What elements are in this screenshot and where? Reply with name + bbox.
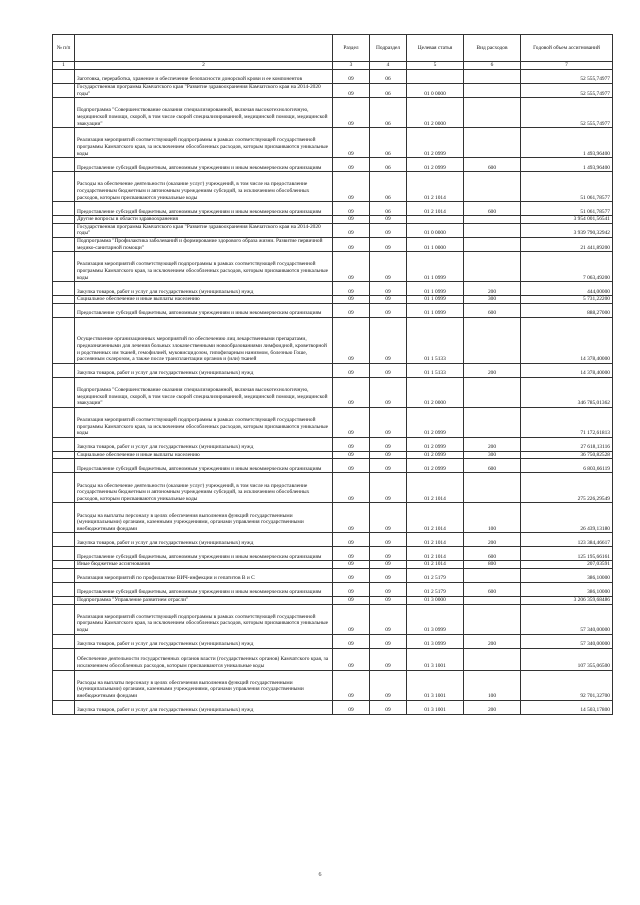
col-number: 5 <box>407 62 464 70</box>
header-podrazdel: Подраздел <box>370 35 407 62</box>
table-row <box>53 202 613 216</box>
row-number-cell <box>53 596 75 604</box>
expense-type-cell <box>464 172 521 202</box>
expense-type-cell: 600 <box>464 202 521 216</box>
razdel-cell: 09 <box>333 700 370 714</box>
row-number-cell <box>53 172 75 202</box>
podrazdel-cell: 06 <box>370 98 407 128</box>
razdel-cell: 09 <box>333 533 370 547</box>
target-article-cell: 01 2 5179 <box>407 582 464 596</box>
podrazdel-cell: 09 <box>370 568 407 582</box>
name-cell: Предоставление субсидий бюджетным, автономным учреждениям и иным некоммерческим организациям <box>75 547 333 561</box>
col-number: 2 <box>75 62 333 70</box>
podrazdel-cell: 09 <box>370 451 407 459</box>
table-row <box>53 547 613 561</box>
target-article-cell: 01 2 0999 <box>407 158 464 172</box>
target-article-cell: 01 2 0000 <box>407 98 464 128</box>
name-cell: Реализация мероприятий соответствующей подпрограммы в рамках соответствующей государственной программы Камчатского края, за исключением обособленных расходов, которым присваиваются уникальные коды <box>75 128 333 158</box>
podrazdel-cell: 09 <box>370 596 407 604</box>
razdel-cell: 09 <box>333 459 370 473</box>
razdel-cell: 09 <box>333 158 370 172</box>
amount-cell: 52 555,74977 <box>521 98 613 128</box>
podrazdel-cell: 09 <box>370 582 407 596</box>
amount-cell: 27 618,13116 <box>521 437 613 451</box>
row-number-cell <box>53 700 75 714</box>
podrazdel-cell: 09 <box>370 437 407 451</box>
expense-type-cell: 600 <box>464 158 521 172</box>
podrazdel-cell: 09 <box>370 303 407 317</box>
name-cell: Реализация мероприятий по профилактике ВИЧ-инфекции и гепатитов В и С <box>75 568 333 582</box>
target-article-cell: 01 2 1014 <box>407 473 464 503</box>
col-number: 6 <box>464 62 521 70</box>
amount-cell: 107 355,06500 <box>521 648 613 670</box>
table-row <box>53 282 613 296</box>
target-article-cell: 01 2 0999 <box>407 437 464 451</box>
target-article-cell: 01 2 1014 <box>407 561 464 569</box>
target-article-cell: 01 2 0000 <box>407 377 464 407</box>
expense-type-cell <box>464 596 521 604</box>
table-row <box>53 582 613 596</box>
name-cell: Заготовка, переработка, хранение и обеспечение безопасности донорской крови и ее компонентов <box>75 70 333 84</box>
expense-type-cell: 100 <box>464 503 521 533</box>
name-cell: Закупка товаров, работ и услуг для государственных (муниципальных) нужд <box>75 533 333 547</box>
amount-cell: 71 172,61813 <box>521 407 613 437</box>
table-row <box>53 377 613 407</box>
col-number: 4 <box>370 62 407 70</box>
row-number-cell <box>53 84 75 98</box>
name-cell: Закупка товаров, работ и услуг для государственных (муниципальных) нужд <box>75 700 333 714</box>
row-number-cell <box>53 451 75 459</box>
table-row <box>53 634 613 648</box>
name-cell: Закупка товаров, работ и услуг для государственных (муниципальных) нужд <box>75 437 333 451</box>
target-article-cell: 01 1 0999 <box>407 303 464 317</box>
table-row <box>53 670 613 700</box>
razdel-cell: 09 <box>333 98 370 128</box>
podrazdel-cell: 09 <box>370 459 407 473</box>
table-row <box>53 604 613 634</box>
razdel-cell: 09 <box>333 547 370 561</box>
target-article-cell: 01 2 1014 <box>407 547 464 561</box>
expense-type-cell <box>464 223 521 237</box>
amount-cell: 36 750,82528 <box>521 451 613 459</box>
table-row <box>53 158 613 172</box>
name-cell: Подпрограмма "Профилактика заболеваний и формирование здорового образа жизни. Развитие первичной медико-санитарной помощи" <box>75 237 333 251</box>
razdel-cell: 09 <box>333 451 370 459</box>
name-cell: Закупка товаров, работ и услуг для государственных (муниципальных) нужд <box>75 634 333 648</box>
table-row <box>53 451 613 459</box>
expense-type-cell: 300 <box>464 296 521 304</box>
target-article-cell: 01 2 0999 <box>407 128 464 158</box>
target-article-cell: 01 1 5133 <box>407 363 464 377</box>
table-row <box>53 568 613 582</box>
razdel-cell: 09 <box>333 582 370 596</box>
row-number-cell <box>53 503 75 533</box>
target-article-cell: 01 2 1014 <box>407 202 464 216</box>
row-number-cell <box>53 98 75 128</box>
amount-cell: 57 340,00000 <box>521 604 613 634</box>
expense-type-cell: 200 <box>464 437 521 451</box>
table-row <box>53 172 613 202</box>
target-article-cell: 01 3 0000 <box>407 596 464 604</box>
col-number: 3 <box>333 62 370 70</box>
expense-type-cell <box>464 648 521 670</box>
name-cell: Обеспечение деятельности государственных органов власти (государственных органов) Камчатского края, за исключением обособленных расходов, которым присваиваются уникальные коды <box>75 648 333 670</box>
expense-type-cell <box>464 128 521 158</box>
target-article-cell: 01 1 5133 <box>407 317 464 363</box>
header-num: № п/п <box>53 35 75 62</box>
amount-cell: 6 803,66119 <box>521 459 613 473</box>
row-number-cell <box>53 237 75 251</box>
target-article-cell <box>407 216 464 224</box>
razdel-cell: 09 <box>333 503 370 533</box>
name-cell: Закупка товаров, работ и услуг для государственных (муниципальных) нужд <box>75 282 333 296</box>
amount-cell: 14 378,40000 <box>521 363 613 377</box>
podrazdel-cell: 09 <box>370 296 407 304</box>
expense-type-cell <box>464 252 521 282</box>
amount-cell: 3 954 001,56541 <box>521 216 613 224</box>
expense-type-cell <box>464 407 521 437</box>
razdel-cell: 09 <box>333 604 370 634</box>
name-cell: Подпрограмма "Совершенствование оказания специализированной, включая высокотехнологичную, медицинской помощи, скорой, в том числе скорой специализированной, медицинской помощи, медицинской эвакуации" <box>75 98 333 128</box>
target-article-cell: 01 3 0999 <box>407 634 464 648</box>
amount-cell: 51 061,78577 <box>521 202 613 216</box>
name-cell: Расходы на обеспечение деятельности (оказание услуг) учреждений, в том числе на предоставление государственным бюджетным и автономным учреждениям субсидий, за исключением обособленных расходов, которым присваиваются уникальные коды <box>75 172 333 202</box>
table-row <box>53 98 613 128</box>
row-number-cell <box>53 582 75 596</box>
expense-type-cell: 600 <box>464 582 521 596</box>
row-number-cell <box>53 533 75 547</box>
expense-type-cell: 800 <box>464 561 521 569</box>
name-cell: Расходы на обеспечение деятельности (оказание услуг) учреждений, в том числе на предоставление государственным бюджетным и автономным учреждениям субсидий, за исключением обособленных расходов, которым присваиваются уникальные коды <box>75 473 333 503</box>
razdel-cell: 09 <box>333 70 370 84</box>
name-cell: Предоставление субсидий бюджетным, автономным учреждениям и иным некоммерческим организациям <box>75 582 333 596</box>
amount-cell: 125 195,66161 <box>521 547 613 561</box>
expense-type-cell: 600 <box>464 459 521 473</box>
row-number-cell <box>53 296 75 304</box>
target-article-cell: 01 2 0999 <box>407 451 464 459</box>
podrazdel-cell: 09 <box>370 670 407 700</box>
expense-type-cell: 600 <box>464 303 521 317</box>
row-number-cell <box>53 561 75 569</box>
header-target-article: Целевая статья <box>407 35 464 62</box>
podrazdel-cell: 09 <box>370 216 407 224</box>
target-article-cell: 01 2 5179 <box>407 568 464 582</box>
name-cell: Расходы на выплаты персоналу в целях обеспечения выполнения функций государственными (муниципальными) органами, казенными учреждениями, органами управления государственными внебюджетными фондами <box>75 670 333 700</box>
table-row <box>53 237 613 251</box>
table-row <box>53 296 613 304</box>
expense-type-cell <box>464 98 521 128</box>
row-number-cell <box>53 70 75 84</box>
name-cell: Государственная программа Камчатского края "Развитие здравоохранения Камчатского края на 2014-2020 годы" <box>75 84 333 98</box>
row-number-cell <box>53 252 75 282</box>
razdel-cell: 09 <box>333 377 370 407</box>
name-cell: Социальное обеспечение и иные выплаты населению <box>75 296 333 304</box>
table-row <box>53 223 613 237</box>
amount-cell: 346 785,01362 <box>521 377 613 407</box>
expense-type-cell <box>464 237 521 251</box>
expense-type-cell <box>464 84 521 98</box>
expense-type-cell: 200 <box>464 363 521 377</box>
header-razdel: Раздел <box>333 35 370 62</box>
target-article-cell: 01 1 0999 <box>407 282 464 296</box>
row-number-cell <box>53 158 75 172</box>
row-number-cell <box>53 634 75 648</box>
podrazdel-cell: 06 <box>370 202 407 216</box>
name-cell: Социальное обеспечение и иные выплаты населению <box>75 451 333 459</box>
expense-type-cell: 200 <box>464 700 521 714</box>
target-article-cell: 01 1 0000 <box>407 237 464 251</box>
budget-table <box>52 34 613 715</box>
razdel-cell: 09 <box>333 670 370 700</box>
expense-type-cell <box>464 377 521 407</box>
amount-cell: 57 340,00000 <box>521 634 613 648</box>
name-cell: Другие вопросы в области здравоохранения <box>75 216 333 224</box>
col-number: 7 <box>521 62 613 70</box>
razdel-cell: 09 <box>333 172 370 202</box>
page-number: 6 <box>318 872 322 878</box>
amount-cell: 51 061,78577 <box>521 172 613 202</box>
name-cell: Реализация мероприятий соответствующей подпрограммы в рамках соответствующей государственной программы Камчатского края, за исключением обособленных расходов, которым присваиваются уникальные коды <box>75 407 333 437</box>
razdel-cell: 09 <box>333 237 370 251</box>
table-row <box>53 503 613 533</box>
podrazdel-cell: 06 <box>370 84 407 98</box>
razdel-cell: 09 <box>333 473 370 503</box>
target-article-cell <box>407 70 464 84</box>
podrazdel-cell: 09 <box>370 604 407 634</box>
razdel-cell: 09 <box>333 437 370 451</box>
razdel-cell: 09 <box>333 303 370 317</box>
razdel-cell: 09 <box>333 648 370 670</box>
table-row <box>53 216 613 224</box>
razdel-cell: 09 <box>333 223 370 237</box>
table-row <box>53 473 613 503</box>
target-article-cell: 01 2 0999 <box>407 407 464 437</box>
razdel-cell: 09 <box>333 317 370 363</box>
table-body <box>53 70 613 715</box>
row-number-cell <box>53 377 75 407</box>
table-row <box>53 317 613 363</box>
name-cell: Реализация мероприятий соответствующей подпрограммы в рамках соответствующей государственной программы Камчатского края, за исключением обособленных расходов, которым присваиваются уникальные коды <box>75 252 333 282</box>
row-number-cell <box>53 317 75 363</box>
amount-cell: 275 226,29549 <box>521 473 613 503</box>
expense-type-cell <box>464 216 521 224</box>
target-article-cell: 01 2 1014 <box>407 172 464 202</box>
row-number-cell <box>53 648 75 670</box>
razdel-cell: 09 <box>333 296 370 304</box>
name-cell: Государственная программа Камчатского края "Развитие здравоохранения Камчатского края на 2014-2020 годы" <box>75 223 333 237</box>
amount-cell: 52 555,74977 <box>521 84 613 98</box>
amount-cell: 123 384,46617 <box>521 533 613 547</box>
expense-type-cell: 300 <box>464 451 521 459</box>
target-article-cell: 01 0 0000 <box>407 223 464 237</box>
table-row <box>53 437 613 451</box>
podrazdel-cell: 06 <box>370 158 407 172</box>
podrazdel-cell: 09 <box>370 473 407 503</box>
podrazdel-cell: 06 <box>370 70 407 84</box>
row-number-cell <box>53 670 75 700</box>
table-row <box>53 596 613 604</box>
expense-type-cell: 200 <box>464 533 521 547</box>
name-cell: Предоставление субсидий бюджетным, автономным учреждениям и иным некоммерческим организациям <box>75 303 333 317</box>
table-row <box>53 363 613 377</box>
table-row <box>53 84 613 98</box>
amount-cell: 386,10000 <box>521 568 613 582</box>
amount-cell: 7 063,49200 <box>521 252 613 282</box>
target-article-cell: 01 0 0000 <box>407 84 464 98</box>
amount-cell: 14 503,17800 <box>521 700 613 714</box>
expense-type-cell <box>464 568 521 582</box>
table-row <box>53 70 613 84</box>
amount-cell: 3 939 790,32942 <box>521 223 613 237</box>
name-cell: Осуществление организационных мероприятий по обеспечению лиц лекарственными препаратами, предназначенными для лечения больных злокачественными новообразованиями лимфоидной, кроветворной и родственных им тканей, гемофилией, муковисцидозом, гипофизарным нанизмом, болезнью Гоше, рассеянным склерозом, а также после трансплантации органов и (или) тканей <box>75 317 333 363</box>
amount-cell: 888,27000 <box>521 303 613 317</box>
col-number: 1 <box>53 62 75 70</box>
row-number-cell <box>53 407 75 437</box>
podrazdel-cell: 09 <box>370 317 407 363</box>
podrazdel-cell: 06 <box>370 128 407 158</box>
name-cell: Расходы на выплаты персоналу в целях обеспечения выполнения функций государственными (муниципальными) органами, казенными учреждениями, органами управления государственными внебюджетными фондами <box>75 503 333 533</box>
expense-type-cell <box>464 604 521 634</box>
amount-cell: 1 493,96400 <box>521 128 613 158</box>
expense-type-cell: 200 <box>464 282 521 296</box>
podrazdel-cell: 09 <box>370 252 407 282</box>
row-number-cell <box>53 437 75 451</box>
podrazdel-cell: 09 <box>370 533 407 547</box>
expense-type-cell <box>464 317 521 363</box>
amount-cell: 21 441,89200 <box>521 237 613 251</box>
header-row <box>53 35 613 62</box>
row-number-cell <box>53 473 75 503</box>
target-article-cell: 01 1 0999 <box>407 296 464 304</box>
razdel-cell: 09 <box>333 596 370 604</box>
amount-cell: 386,10000 <box>521 582 613 596</box>
table-row <box>53 700 613 714</box>
podrazdel-cell: 09 <box>370 363 407 377</box>
expense-type-cell <box>464 473 521 503</box>
razdel-cell: 09 <box>333 216 370 224</box>
razdel-cell: 09 <box>333 363 370 377</box>
table-row <box>53 561 613 569</box>
podrazdel-cell: 09 <box>370 377 407 407</box>
row-number-cell <box>53 202 75 216</box>
row-number-cell <box>53 547 75 561</box>
amount-cell: 26 439,13180 <box>521 503 613 533</box>
expense-type-cell: 100 <box>464 670 521 700</box>
name-cell: Предоставление субсидий бюджетным, автономным учреждениям и иным некоммерческим организациям <box>75 158 333 172</box>
name-cell: Иные бюджетные ассигнования <box>75 561 333 569</box>
name-cell: Подпрограмма "Совершенствование оказания специализированной, включая высокотехнологичную, медицинской помощи, скорой, в том числе скорой специализированной, медицинской помощи, медицинской эвакуации" <box>75 377 333 407</box>
podrazdel-cell: 09 <box>370 503 407 533</box>
table-row <box>53 648 613 670</box>
podrazdel-cell: 09 <box>370 634 407 648</box>
razdel-cell: 09 <box>333 128 370 158</box>
expense-type-cell: 200 <box>464 634 521 648</box>
razdel-cell: 09 <box>333 282 370 296</box>
target-article-cell: 01 3 1001 <box>407 670 464 700</box>
expense-type-cell <box>464 70 521 84</box>
razdel-cell: 09 <box>333 202 370 216</box>
name-cell: Закупка товаров, работ и услуг для государственных (муниципальных) нужд <box>75 363 333 377</box>
target-article-cell: 01 3 1001 <box>407 648 464 670</box>
header-expense-type: Вид расходов <box>464 35 521 62</box>
row-number-cell <box>53 303 75 317</box>
podrazdel-cell: 09 <box>370 407 407 437</box>
podrazdel-cell: 09 <box>370 223 407 237</box>
razdel-cell: 09 <box>333 561 370 569</box>
expense-type-cell: 600 <box>464 547 521 561</box>
header-name <box>75 35 333 62</box>
name-cell: Предоставление субсидий бюджетным, автономным учреждениям и иным некоммерческим организациям <box>75 202 333 216</box>
podrazdel-cell: 09 <box>370 648 407 670</box>
row-number-cell <box>53 459 75 473</box>
amount-cell: 444,00000 <box>521 282 613 296</box>
podrazdel-cell: 09 <box>370 237 407 251</box>
name-cell: Реализация мероприятий соответствующей подпрограммы в рамках соответствующей государственной программы Камчатского края, за исключением обособленных расходов, которым присваиваются уникальные коды <box>75 604 333 634</box>
row-number-cell <box>53 282 75 296</box>
amount-cell: 1 493,96400 <box>521 158 613 172</box>
razdel-cell: 09 <box>333 407 370 437</box>
table-row <box>53 407 613 437</box>
table-row <box>53 128 613 158</box>
amount-cell: 14 378,40000 <box>521 317 613 363</box>
name-cell: Предоставление субсидий бюджетным, автономным учреждениям и иным некоммерческим организациям <box>75 459 333 473</box>
amount-cell: 3 206 359,68486 <box>521 596 613 604</box>
target-article-cell: 01 2 0999 <box>407 459 464 473</box>
podrazdel-cell: 09 <box>370 282 407 296</box>
amount-cell: 92 701,32700 <box>521 670 613 700</box>
table-row <box>53 303 613 317</box>
target-article-cell: 01 1 0999 <box>407 252 464 282</box>
row-number-cell <box>53 216 75 224</box>
row-number-cell <box>53 604 75 634</box>
target-article-cell: 01 2 1014 <box>407 503 464 533</box>
razdel-cell: 09 <box>333 568 370 582</box>
razdel-cell: 09 <box>333 84 370 98</box>
table-row <box>53 252 613 282</box>
podrazdel-cell: 09 <box>370 547 407 561</box>
target-article-cell: 01 3 1001 <box>407 700 464 714</box>
razdel-cell: 09 <box>333 252 370 282</box>
target-article-cell: 01 2 1014 <box>407 533 464 547</box>
row-number-cell <box>53 223 75 237</box>
amount-cell: 207,03591 <box>521 561 613 569</box>
razdel-cell: 09 <box>333 634 370 648</box>
amount-cell: 52 555,74977 <box>521 70 613 84</box>
podrazdel-cell: 06 <box>370 172 407 202</box>
table-row <box>53 533 613 547</box>
row-number-cell <box>53 568 75 582</box>
table-row <box>53 459 613 473</box>
target-article-cell: 01 3 0999 <box>407 604 464 634</box>
header-annual-amount: Годовой объем ассигнований <box>521 35 613 62</box>
row-number-cell <box>53 128 75 158</box>
podrazdel-cell: 09 <box>370 700 407 714</box>
amount-cell: 5 731,22200 <box>521 296 613 304</box>
column-number-row <box>53 62 613 70</box>
podrazdel-cell: 09 <box>370 561 407 569</box>
name-cell: Подпрограмма "Управление развитием отрасли" <box>75 596 333 604</box>
row-number-cell <box>53 363 75 377</box>
